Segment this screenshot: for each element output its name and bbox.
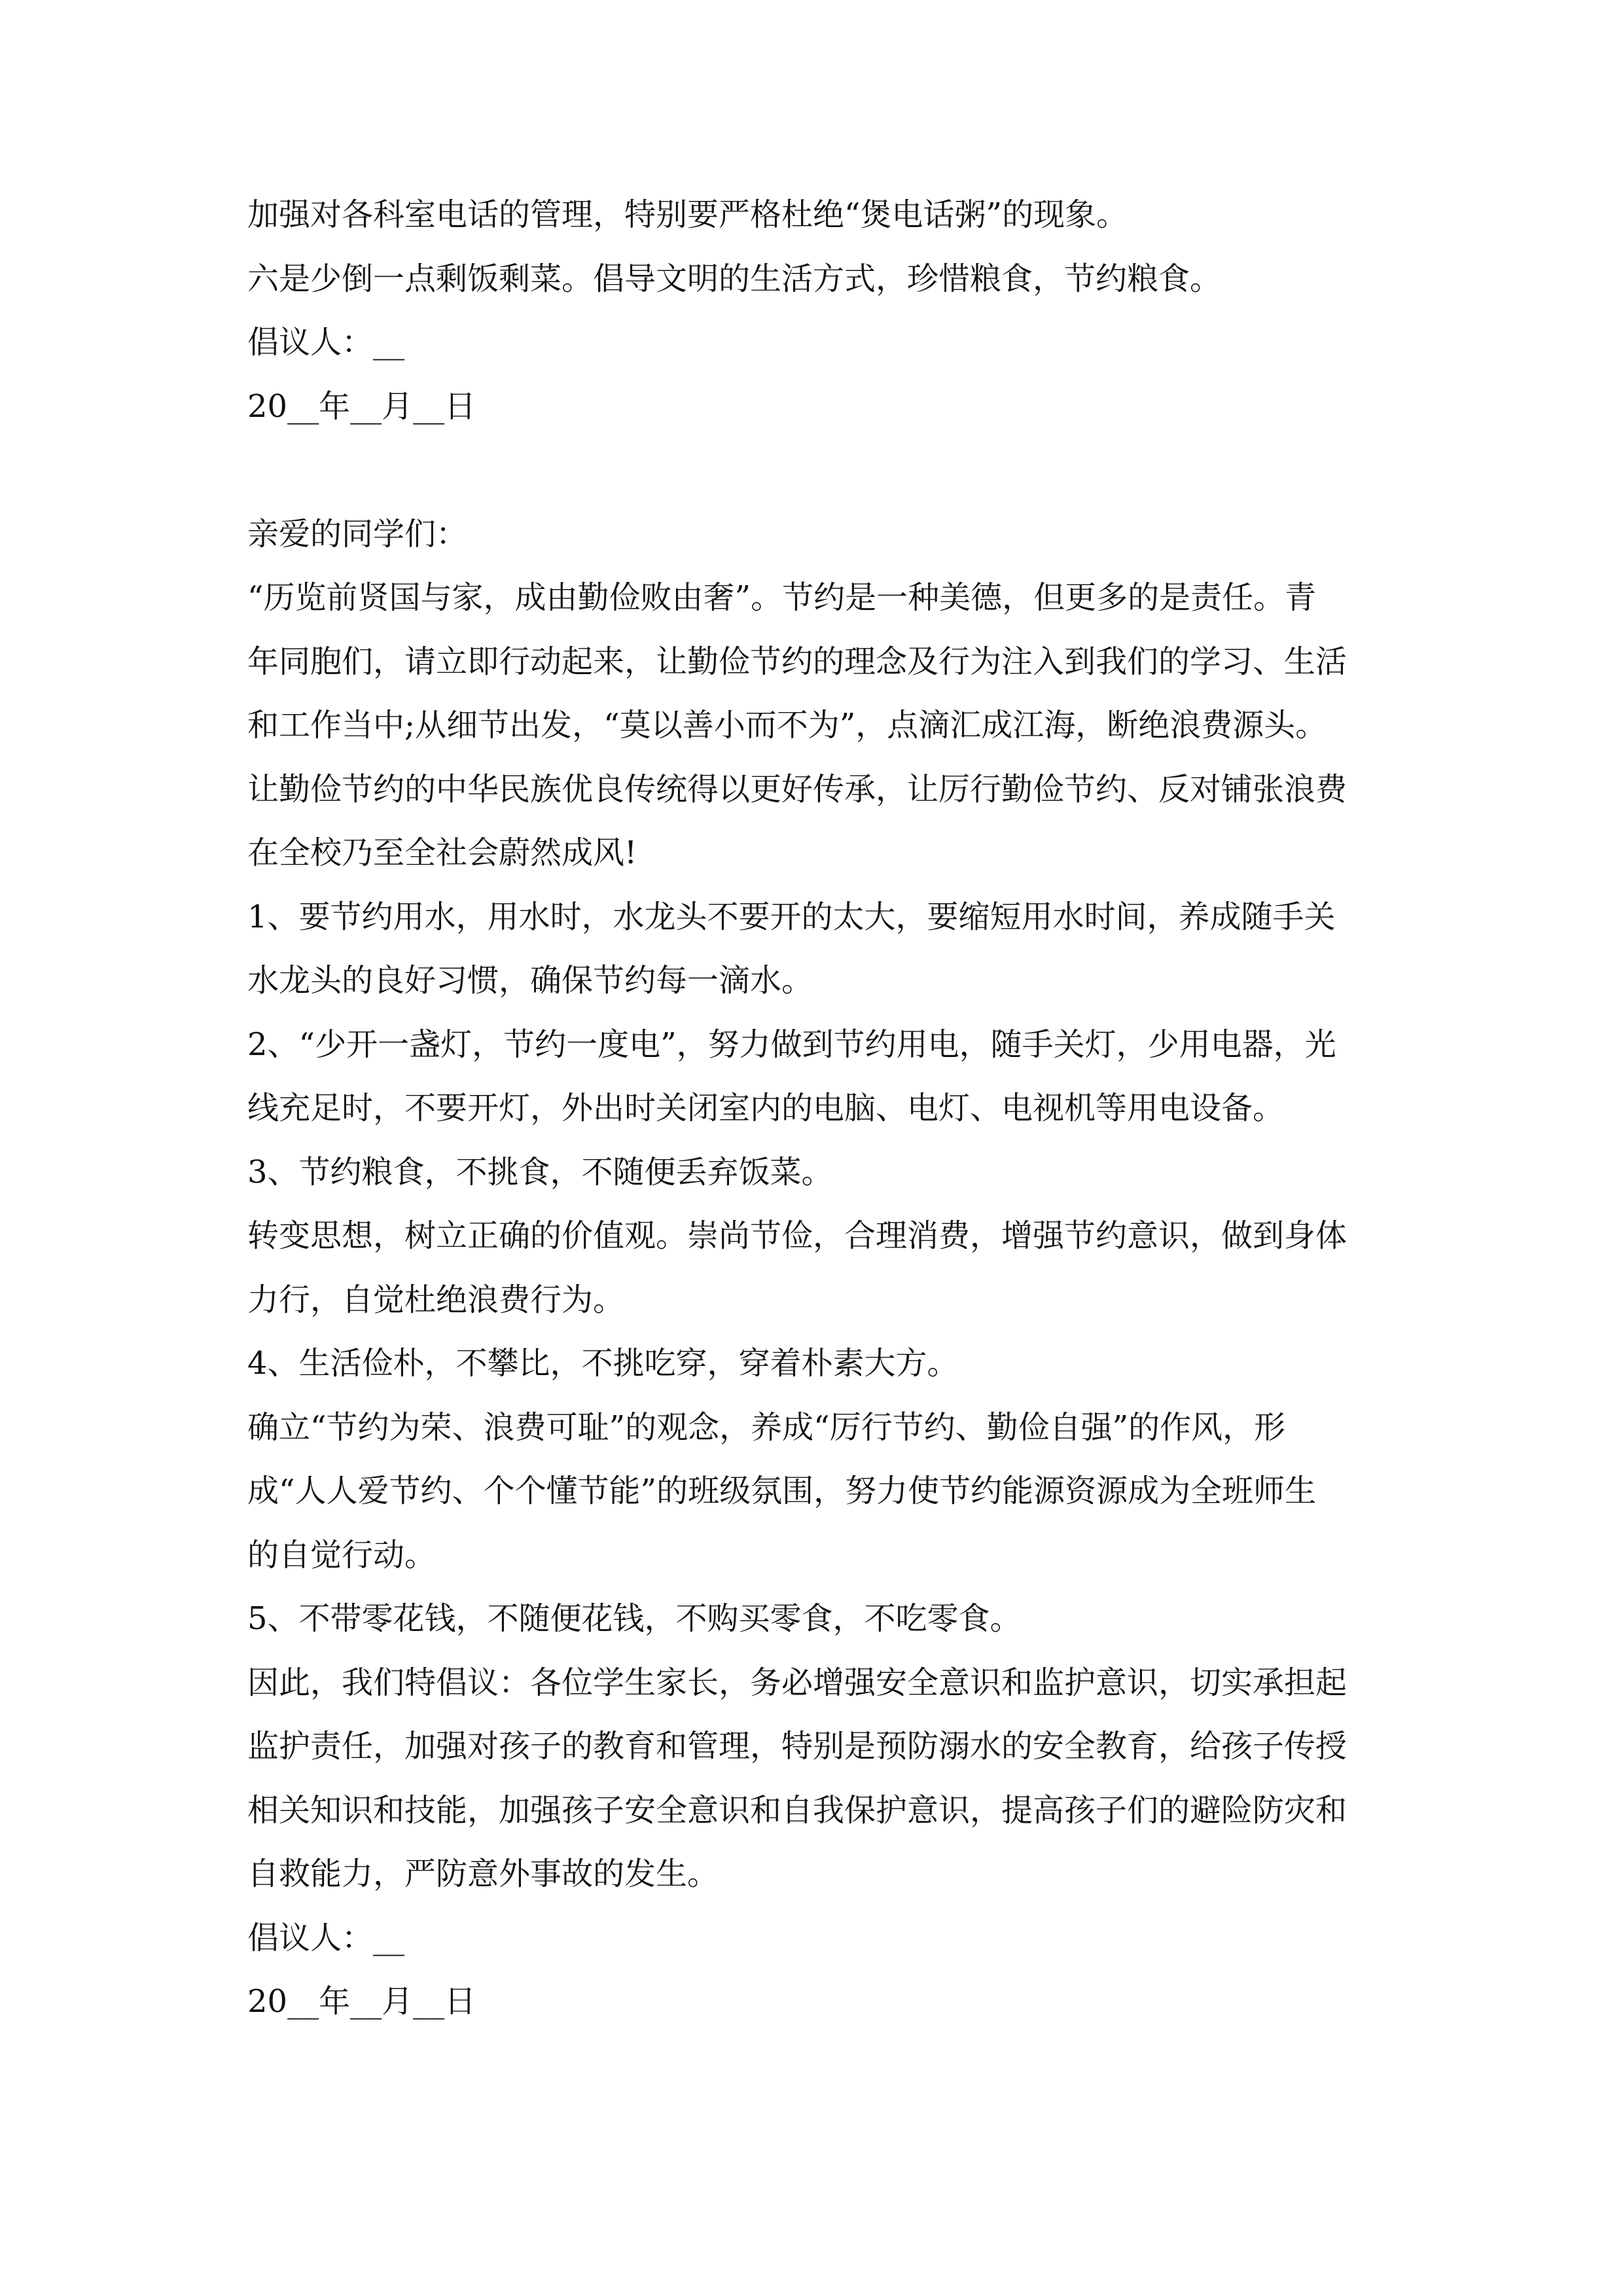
list-item-2: 2、“少开一盏灯，节约一度电”，努力做到节约用电，随手关灯，少用电器，光 [247,1026,1336,1063]
paragraph-line: 力行，自觉杜绝浪费行为。 [247,1281,625,1318]
document-page [247,183,1380,2034]
signature-line: 倡议人：__ [247,1919,405,1956]
list-item-1: 1、要节约用水，用水时，水龙头不要开的太大，要缩短用水时间，养成随手关 [247,898,1336,935]
intro-line: “历览前贤国与家，成由勤俭败由奢”。节约是一种美德，但更多的是责任。青 [247,579,1317,616]
paragraph-line: 自救能力，严防意外事故的发生。 [247,1856,719,1892]
list-item-3: 3、节约粮食，不挑食，不随便丢弃饭菜。 [247,1153,833,1191]
intro-line: 和工作当中;从细节出发，“莫以善小而不为”，点滴汇成江海，断绝浪费源头。 [247,707,1327,744]
signature-line: 倡议人：__ [247,324,405,361]
paragraph-line: 因此，我们特倡议：各位学生家长，务必增强安全意识和监护意识，切实承担起 [247,1664,1347,1701]
text-line: 加强对各科室电话的管理，特别要严格杜绝“煲电话粥”的现象。 [247,196,1128,233]
intro-line: 年同胞们，请立即行动起来，让勤俭节约的理念及行为注入到我们的学习、生活 [247,643,1347,680]
list-item-4: 4、生活俭朴，不攀比，不挑吃穿，穿着朴素大方。 [247,1345,959,1382]
salutation: 亲爱的同学们： [247,515,468,552]
intro-line: 在全校乃至全社会蔚然成风! [247,834,637,871]
date-line: 20__年__月__日 [247,1983,476,2020]
intro-line: 让勤俭节约的中华民族优良传统得以更好传承，让厉行勤俭节约、反对铺张浪费 [247,770,1347,808]
paragraph-line: 的自觉行动。 [247,1536,437,1573]
list-item-2-cont: 线充足时，不要开灯，外出时关闭室内的电脑、电灯、电视机等用电设备。 [247,1090,1285,1126]
paragraph-line: 转变思想，树立正确的价值观。崇尚节俭，合理消费，增强节约意识，做到身体 [247,1217,1347,1254]
list-item-5: 5、不带零花钱，不随便花钱，不购买零食，不吃零食。 [247,1600,1022,1637]
date-line: 20__年__月__日 [247,387,476,425]
paragraph-line: 监护责任，加强对孩子的教育和管理，特别是预防溺水的安全教育，给孩子传授 [247,1728,1347,1765]
paragraph-line: 确立“节约为荣、浪费可耻”的观念，养成“厉行节约、勤俭自强”的作风，形 [247,1408,1286,1446]
list-item-1-cont: 水龙头的良好习惯，确保节约每一滴水。 [247,962,813,999]
text-line: 六是少倒一点剩饭剩菜。倡导文明的生活方式，珍惜粮食，节约粮食。 [247,260,1222,297]
paragraph-line: 成“人人爱节约、个个懂节能”的班级氛围，努力使节约能源资源成为全班师生 [247,1473,1317,1509]
paragraph-line: 相关知识和技能，加强孩子安全意识和自我保护意识，提高孩子们的避险防灾和 [247,1791,1347,1829]
section-gap [247,439,1380,503]
